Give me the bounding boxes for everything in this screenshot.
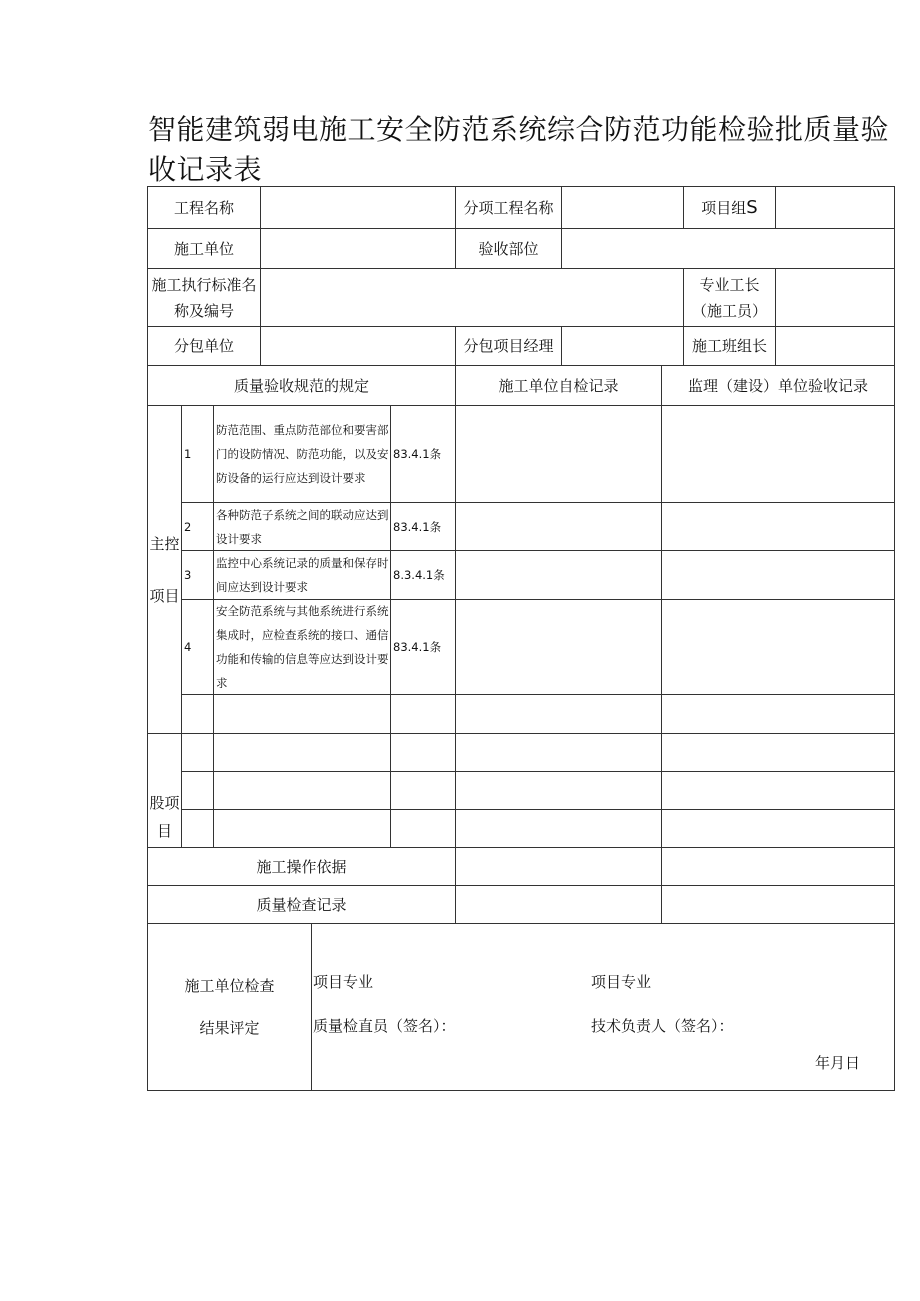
result-label-line1: 施工单位检查 [184,977,275,995]
general-row-clause[interactable] [390,733,455,771]
main-item-clause: 8.3.4.1条 [390,550,455,599]
acceptance-part-field[interactable] [561,228,895,268]
main-item-text: 监控中心系统记录的质量和保存时间应达到设计要求 [213,550,390,599]
column-header-supervision: 监理（建设）单位验收记录 [661,365,895,405]
quality-record-label: 质量检查记录 [147,885,455,923]
result-label-line2: 结果评定 [199,1019,260,1037]
general-row-self-check[interactable] [455,771,661,809]
construction-unit-label: 施工单位 [147,228,260,268]
main-item-no: 1 [181,405,213,502]
project-group-value: S [746,196,758,218]
column-header-self-check: 施工单位自检记录 [455,365,661,405]
result-area[interactable] [311,923,895,1091]
basis-self-check[interactable] [455,847,661,885]
general-row-supervision[interactable] [661,733,895,771]
inspector-signature-label: 质量检直员（签名）： [313,1017,456,1035]
general-row-text[interactable] [213,733,390,771]
main-item-self-check[interactable] [455,405,661,502]
project-pro-label-1: 项目专业 [313,973,374,991]
main-empty-text[interactable] [213,694,390,733]
general-row-no[interactable] [181,771,213,809]
result-label [147,923,311,1091]
basis-label: 施工操作依据 [147,847,455,885]
sub-project-label: 分项工程名称 [455,186,561,228]
subcontract-unit-field[interactable] [260,326,455,365]
tech-lead-signature-label: 技术负责人（签名）： [591,1017,734,1035]
general-label: 股项目 [147,733,181,847]
project-pro-label-2: 项目专业 [591,973,652,991]
main-item-clause: 83.4.1条 [390,502,455,550]
general-row-text[interactable] [213,771,390,809]
project-group-label-text: 项目组 [701,198,747,217]
main-item-clause: 83.4.1条 [390,405,455,502]
general-row-clause[interactable] [390,771,455,809]
main-item-self-check[interactable] [455,550,661,599]
main-empty-no[interactable] [181,694,213,733]
basis-supervision[interactable] [661,847,895,885]
main-empty-self-check[interactable] [455,694,661,733]
main-item-no: 3 [181,550,213,599]
sub-project-field[interactable] [561,186,683,228]
project-group-label [683,186,775,228]
construction-unit-field[interactable] [260,228,455,268]
general-row-text[interactable] [213,809,390,847]
main-item-text: 各种防范子系统之间的联动应达到设计要求 [213,502,390,550]
main-item-text: 防范范围、重点防范部位和要害部门的设防情况、防范功能，以及安防设备的运行应达到设计要求 [213,405,390,502]
main-item-supervision[interactable] [661,502,895,550]
subcontract-manager-label: 分包项目经理 [455,326,561,365]
general-row-self-check[interactable] [455,733,661,771]
project-group-field[interactable] [775,186,895,228]
standard-field[interactable] [260,268,683,326]
subcontract-manager-field[interactable] [561,326,683,365]
quality-record-self-check[interactable] [455,885,661,923]
main-item-supervision[interactable] [661,550,895,599]
standard-label: 施工执行标准名称及编号 [147,268,260,326]
main-item-text: 安全防范系统与其他系统进行系统集成时，应检查系统的接口、通信功能和传输的信息等应达到设计要求 [213,599,390,694]
main-item-supervision[interactable] [661,405,895,502]
foreman-field[interactable] [775,268,895,326]
date-label: 年月日 [815,1054,861,1072]
main-control-label: 主控项目 [147,405,181,733]
team-leader-field[interactable] [775,326,895,365]
project-name-label: 工程名称 [147,186,260,228]
main-item-clause: 83.4.1条 [390,599,455,694]
main-item-no: 4 [181,599,213,694]
general-row-no[interactable] [181,809,213,847]
general-row-clause[interactable] [390,809,455,847]
main-item-no: 2 [181,502,213,550]
team-leader-label: 施工班组长 [683,326,775,365]
general-row-supervision[interactable] [661,771,895,809]
main-empty-supervision[interactable] [661,694,895,733]
foreman-label: 专业工长（施工员） [683,268,775,326]
main-item-self-check[interactable] [455,502,661,550]
column-header-spec: 质量验收规范的规定 [147,365,455,405]
project-name-field[interactable] [260,186,455,228]
main-item-supervision[interactable] [661,599,895,694]
general-row-supervision[interactable] [661,809,895,847]
quality-record-supervision[interactable] [661,885,895,923]
general-row-self-check[interactable] [455,809,661,847]
subcontract-unit-label: 分包单位 [147,326,260,365]
main-empty-clause[interactable] [390,694,455,733]
main-item-self-check[interactable] [455,599,661,694]
page-title: 智能建筑弱电施工安全防范系统综合防范功能检验批质量验收记录表 [148,113,890,186]
general-row-no[interactable] [181,733,213,771]
acceptance-part-label: 验收部位 [455,228,561,268]
